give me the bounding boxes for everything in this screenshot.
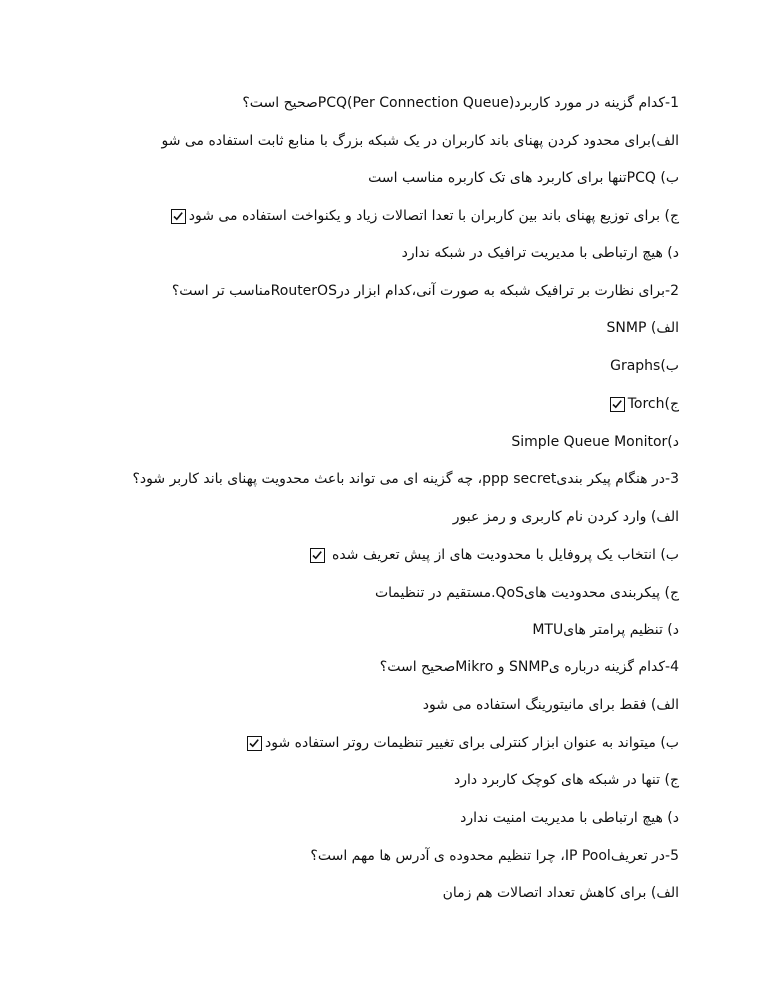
q5-option-a	[443, 883, 679, 903]
question-3	[133, 469, 680, 489]
question-4	[380, 657, 679, 677]
q4-option-d	[460, 808, 679, 828]
q2-option-c	[607, 394, 679, 414]
q4-option-b	[244, 733, 679, 753]
line-text: ج) پیکربندی محدودیت هایQoS.مستقیم در تنظیمات	[374, 585, 679, 601]
q3-option-c	[375, 583, 679, 603]
checkmark-icon	[610, 397, 625, 412]
line-text: 2-برای نظارت بر ترافیک شبکه به صورت آنی،کدام ابزار درRouterOSمناسب تر است؟	[171, 283, 679, 299]
line-text: د) هیچ ارتباطی با مدیریت ترافیک در شبکه ندارد	[401, 245, 679, 261]
line-text: ب) انتخاب یک پروفایل با محدودیت های از پیش تعریف شده	[327, 547, 679, 563]
q1-option-d	[402, 243, 679, 263]
line-text: 4-کدام گزینه درباره یSNMP و Mikroصحیح است؟	[379, 659, 679, 675]
checkmark-icon	[247, 736, 262, 751]
q3-option-d	[532, 620, 679, 640]
line-text: ج)Torch	[627, 396, 679, 412]
q3-option-b	[307, 545, 679, 565]
line-text: ب)Graphs	[610, 358, 679, 374]
line-text: ب) میتواند به عنوان ابزار کنترلی برای تغییر تنظیمات روتر استفاده شود	[265, 735, 679, 751]
q1-option-b	[368, 168, 679, 188]
q2-option-b	[610, 356, 679, 376]
line-text: الف) SNMP	[606, 320, 679, 336]
line-text: د) تنظیم پرامتر هایMTU	[532, 622, 679, 638]
line-text: الف) وارد کردن نام کاربری و رمز عبور	[452, 509, 679, 525]
q4-option-a	[423, 695, 679, 715]
checkmark-icon	[310, 548, 325, 563]
question-1	[242, 93, 679, 113]
line-text: ج) برای توزیع پهنای باند بین کاربران با تعدا اتصالات زیاد و یکنواخت استفاده می شود	[188, 208, 679, 224]
q3-option-a	[453, 507, 679, 527]
line-text: 5-در تعریفIP Pool، چرا تنظیم محدوده ی آدرس ها مهم است؟	[310, 848, 679, 864]
line-text: ب) PCQتنها برای کاربرد های تک کاربره مناسب است	[368, 170, 679, 186]
line-text: الف)برای محدود کردن پهنای باند کاربران در یک شبکه بزرگ با منابع ثابت استفاده می شو	[161, 133, 679, 149]
line-text: الف) برای کاهش تعداد اتصالات هم زمان	[442, 885, 679, 901]
question-2	[172, 281, 679, 301]
q2-option-d	[511, 432, 679, 452]
line-text: د)Simple Queue Monitor	[511, 434, 679, 450]
q2-option-a	[607, 318, 679, 338]
q1-option-a	[161, 131, 679, 151]
q1-option-c	[168, 206, 679, 226]
question-5	[310, 846, 679, 866]
line-text: 1-کدام گزینه در مورد کاربرد(PCQ(Per Connection Queueصحیح است؟	[242, 95, 679, 111]
line-text: د) هیچ ارتباطی با مدیریت امنیت ندارد	[460, 810, 679, 826]
line-text: 3-در هنگام پیکر بندیppp secret، چه گزینه ای می تواند باعث محدویت پهنای باند کاربر شود؟	[132, 471, 679, 487]
q4-option-c	[454, 770, 679, 790]
line-text: الف) فقط برای مانیتورینگ استفاده می شود	[422, 697, 679, 713]
line-text: ج) تنها در شبکه های کوچک کاربرد دارد	[453, 772, 679, 788]
checkmark-icon	[171, 209, 186, 224]
